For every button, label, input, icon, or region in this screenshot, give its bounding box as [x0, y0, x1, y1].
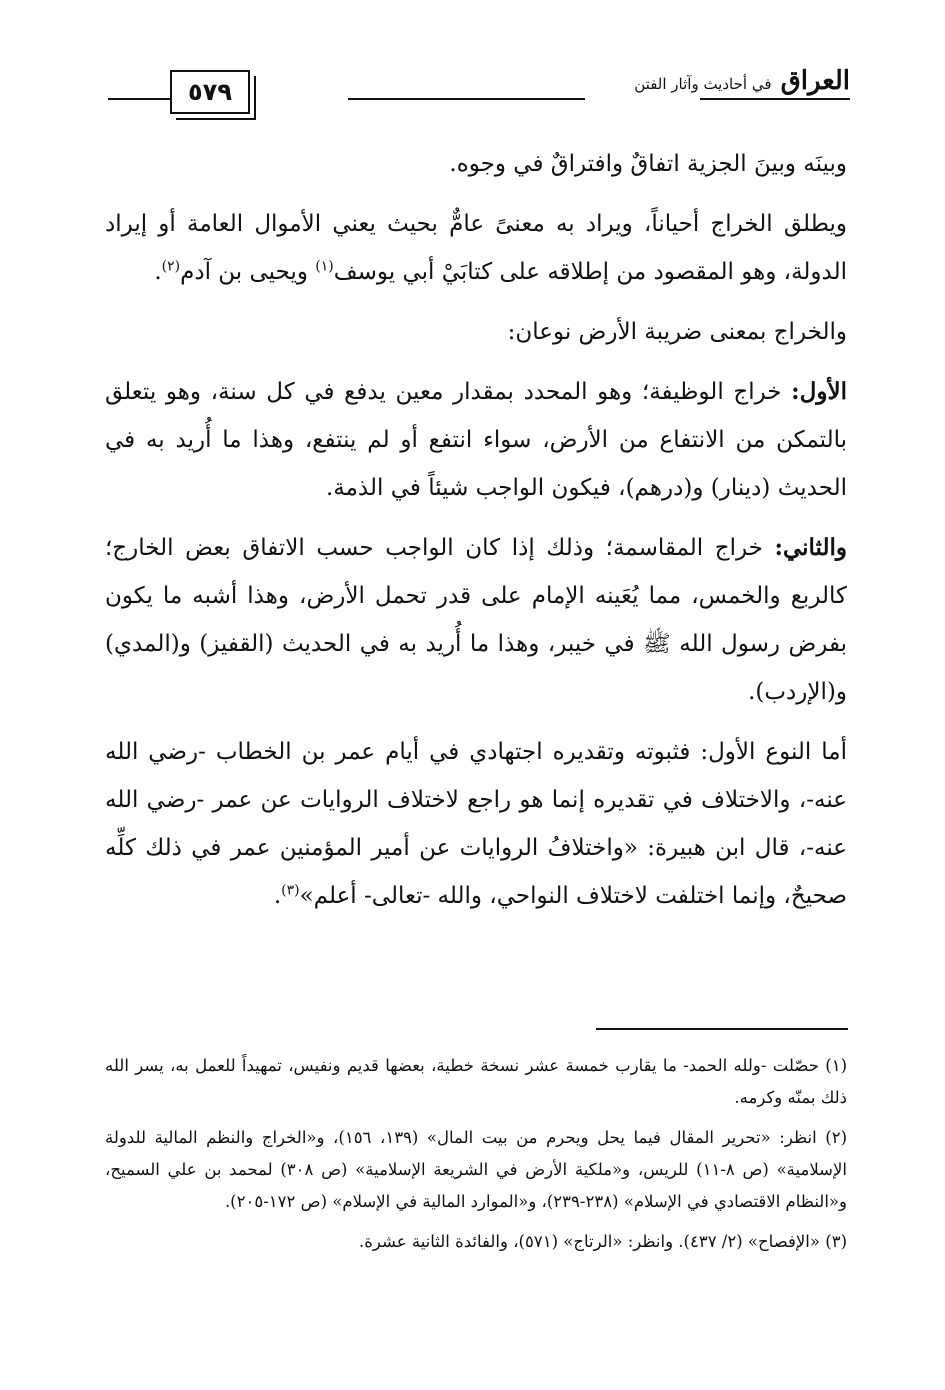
page-number: ٥٧٩: [170, 70, 250, 114]
paragraph-4: [105, 368, 847, 512]
main-text: [105, 140, 847, 932]
paragraph-6-text-a: أما النوع الأول: فثبوته وتقديره اجتهادي في أيام عمر بن الخطاب -رضي الله عنه-، والاختلاف في تقديره إنما هو راجع لاختلاف الروايات عن عمر -رضي الله عنه-، قال ابن هبيرة: «واختلافُ الروايات عن أمير المؤمنين عمر في ذلك كلِّه صحيحٌ، وإنما اختلفت لاختلاف النواحي، والله -تعالى- أعلم»: [105, 739, 847, 909]
paragraph-6: [105, 728, 847, 920]
paragraph-5-keyword: والثاني:: [774, 534, 847, 561]
paragraph-5-text: خراج المقاسمة؛ وذلك إذا كان الواجب حسب الاتفاق بعض الخارج؛ كالربع والخمس، مما يُعَينه الإمام على قدر تحمل الأرض، وهذا أشبه ما يكون بفرض رسول الله ﷺ في خيبر، وهذا ما أُريد به في الحديث (القفيز) و(المدي) و(الإردب).: [105, 535, 847, 705]
footnote-3: (٣) «الإفصاح» (٢/ ٤٣٧). وانظر: «الرتاج» (٥٧١)، والفائدة الثانية عشرة.: [359, 1232, 847, 1251]
book-title-subtitle: في أحاديث وآثار الفتن: [634, 75, 772, 93]
paragraph-3: والخراج بمعنى ضريبة الأرض نوعان:: [507, 319, 847, 345]
running-header: [108, 58, 850, 128]
footnotes: [105, 1050, 847, 1266]
paragraph-1: وبينَه وبينَ الجزية اتفاقٌ وافتراقٌ في وجوه.: [449, 151, 847, 177]
book-title-main: العراق: [780, 66, 850, 96]
paragraph-5: [105, 524, 847, 716]
book-title: [634, 66, 850, 99]
footnote-1: (١) حصّلت -ولله الحمد- ما يقارب خمسة عشر نسخة خطية، بعضها قديم ونفيس، تمهيداً للعمل به، يسر الله ذلك بمنّه وكرمه.: [105, 1056, 847, 1107]
footnote-divider: [596, 1028, 848, 1030]
header-rule-middle: [348, 98, 585, 100]
footnote-ref-3[interactable]: (٣): [281, 882, 300, 899]
paragraph-2-text-b: ويحيى بن آدم: [180, 259, 316, 285]
paragraph-6-text-b: .: [273, 883, 282, 909]
paragraph-2: [105, 200, 847, 296]
header-rule-left: [108, 98, 170, 100]
paragraph-4-keyword: الأول:: [791, 378, 847, 405]
paragraph-2-text-c: .: [154, 259, 162, 285]
paragraph-4-text: خراج الوظيفة؛ وهو المحدد بمقدار معين يدفع في كل سنة، وهو يتعلق بالتمكن من الانتفاع من الأرض، سواء انتفع أو لم ينتفع، وهذا ما أُريد به في الحديث (دينار) و(درهم)، فيكون الواجب شيئاً في الذمة.: [105, 379, 847, 501]
footnote-ref-2[interactable]: (٢): [161, 258, 181, 275]
footnote-2: (٢) انظر: «تحرير المقال فيما يحل ويحرم من بيت المال» (١٣٩، ١٥٦)، و«الخراج والنظم المالية للدولة الإسلامية» (ص ٨-١١) للريس، و«ملكية الأرض في الشريعة الإسلامية» (ص ٣٠٨) لمحمد بن علي السميح، و«النظام الاقتصادي في الإسلام» (٢٣٨-٢٣٩)، و«الموارد المالية في الإسلام» (ص ١٧٢-٢٠٥).: [105, 1128, 848, 1211]
paragraph-2-text-a: ويطلق الخراج أحياناً، ويراد به معنىً عامٌّ بحيث يعني الأموال العامة أو إيراد الدولة، وهو المقصود من إطلاقه على كتابَيْ أبي يوسف: [105, 211, 847, 285]
footnote-ref-1[interactable]: (١): [315, 258, 334, 275]
